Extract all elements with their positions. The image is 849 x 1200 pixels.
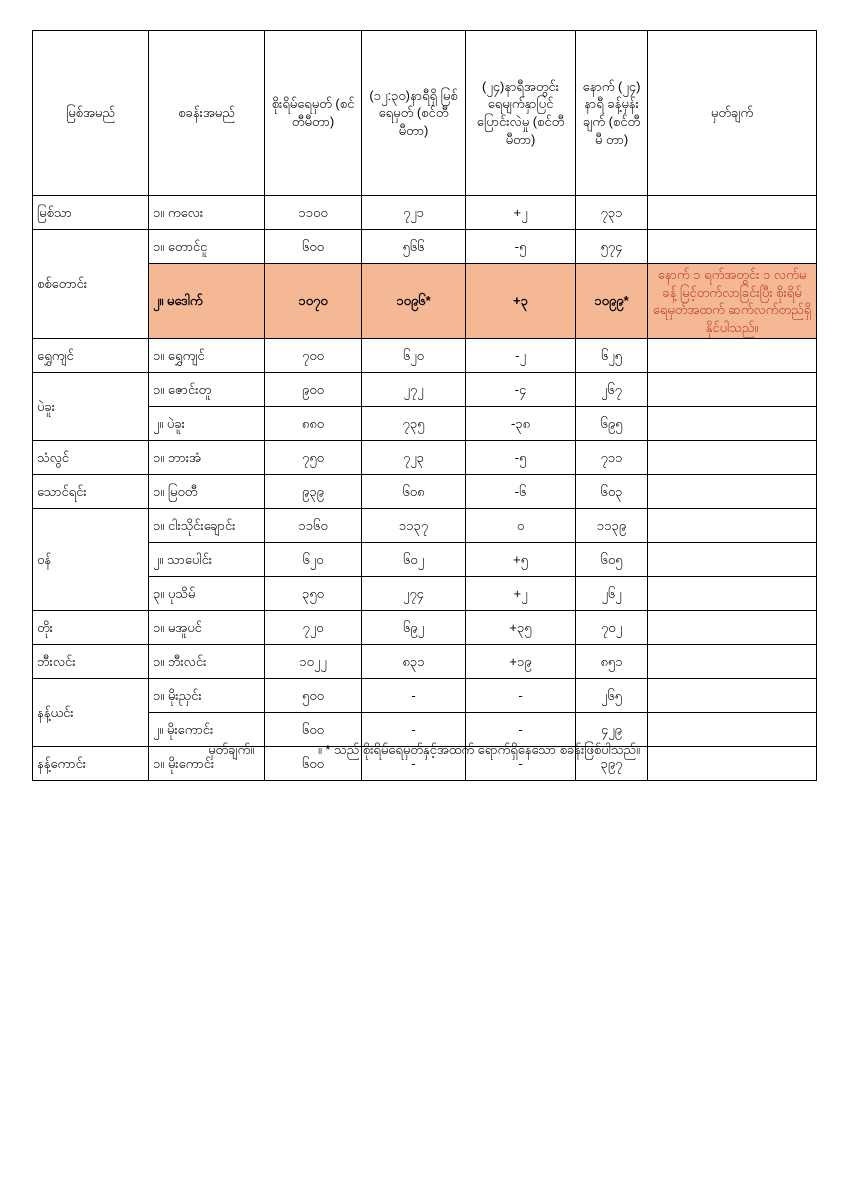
cell-change-24h: +၅ (466, 543, 576, 577)
cell-forecast-24h: ၅၇၄ (576, 230, 648, 264)
cell-water-level: ၆၂၀ (362, 339, 466, 373)
cell-river-name: ရွှေကျင် (33, 339, 149, 373)
cell-change-24h: ၀ (466, 509, 576, 543)
cell-change-24h: -၆ (466, 475, 576, 509)
cell-change-24h: -၂ (466, 339, 576, 373)
cell-station-name: ၂။ မိုးကောင်း (149, 713, 265, 747)
cell-danger-level: ၉၀၀ (265, 373, 362, 407)
table-row (33, 196, 817, 230)
column-header-remark: မှတ်ချက် (648, 31, 817, 196)
cell-change-24h: +၁၉ (466, 645, 576, 679)
cell-station-name: ၁။ မြဝတီ (149, 475, 265, 509)
cell-river-name: နန့်ကောင်း (33, 747, 149, 781)
cell-danger-level: ၇၅၀ (265, 441, 362, 475)
cell-danger-level: ၃၅၀ (265, 577, 362, 611)
cell-danger-level: ၇၀၀ (265, 339, 362, 373)
cell-remark (648, 196, 817, 230)
cell-river-name: သံလွင် (33, 441, 149, 475)
river-water-level-table-container (32, 30, 816, 781)
cell-danger-level: ၁၁၀၀ (265, 196, 362, 230)
cell-station-name: ၂။ သာပေါင်း (149, 543, 265, 577)
column-header-change-24h: (၂၄)နာရီအတွင်း ရေမျက်နှာပြင် ပြောင်းလဲမှု (စင်တီမီတာ) (466, 31, 576, 196)
cell-remark (648, 577, 817, 611)
table-row (33, 645, 817, 679)
cell-danger-level: ၆၀၀ (265, 713, 362, 747)
cell-water-level: ၇၃၅ (362, 407, 466, 441)
cell-change-24h: -၅ (466, 230, 576, 264)
cell-change-24h: +၃ (466, 264, 576, 339)
cell-station-name: ၂။ ပဲခူး (149, 407, 265, 441)
cell-change-24h: - (466, 679, 576, 713)
cell-danger-level: ၉၃၉ (265, 475, 362, 509)
cell-water-level: ၂၇၂ (362, 373, 466, 407)
cell-change-24h: -၅ (466, 441, 576, 475)
cell-station-name: ၁။ မိုးကောင်း (149, 747, 265, 781)
cell-change-24h: +၂ (466, 577, 576, 611)
column-header-station-name: စခန်းအမည် (149, 31, 265, 196)
cell-water-level: ၁၁၃၇ (362, 509, 466, 543)
cell-forecast-24h: ၂၆၇ (576, 373, 648, 407)
footnote (32, 742, 816, 761)
table-row (33, 475, 817, 509)
table-row (33, 230, 817, 264)
cell-river-name: ဝန် (33, 509, 149, 611)
cell-water-level: ၈၃၁ (362, 645, 466, 679)
cell-danger-level: ၆၂၀ (265, 543, 362, 577)
cell-water-level: ၇၂၃ (362, 441, 466, 475)
table-row (33, 373, 817, 407)
cell-remark (648, 475, 817, 509)
cell-forecast-24h: ၂၆၅ (576, 679, 648, 713)
cell-station-name: ၃။ ပုသိမ် (149, 577, 265, 611)
cell-station-name: ၁။ ဘားအံ (149, 441, 265, 475)
cell-river-name: တိုး (33, 611, 149, 645)
cell-danger-level: ၈၈၀ (265, 407, 362, 441)
cell-water-level: ၆၀၂ (362, 543, 466, 577)
table-body (33, 196, 817, 781)
table-row (33, 407, 817, 441)
cell-change-24h: +၃၅ (466, 611, 576, 645)
cell-station-name: ၂။ မဒေါက် (149, 264, 265, 339)
cell-danger-level: ၆၀၀ (265, 230, 362, 264)
cell-forecast-24h: ၇၀၂ (576, 611, 648, 645)
cell-forecast-24h: ၁၀၉၉* (576, 264, 648, 339)
cell-station-name: ၁။ ငါးသိုင်းချောင်း (149, 509, 265, 543)
cell-remark (648, 509, 817, 543)
cell-river-name: သောင်ရင်း (33, 475, 149, 509)
cell-danger-level: ၁၀၇၀ (265, 264, 362, 339)
cell-forecast-24h: ၆၉၅ (576, 407, 648, 441)
cell-water-level: ၇၂၁ (362, 196, 466, 230)
cell-forecast-24h: ၇၃၁ (576, 196, 648, 230)
cell-danger-level: ၁၁၆၀ (265, 509, 362, 543)
column-header-danger-level: စိုးရိမ်ရေမှတ် (စင်တီမီတာ) (265, 31, 362, 196)
cell-remark (648, 611, 817, 645)
cell-change-24h: -၃၈ (466, 407, 576, 441)
cell-remark (648, 543, 817, 577)
cell-forecast-24h: ၇၁၁ (576, 441, 648, 475)
table-row (33, 264, 817, 339)
cell-water-level: ၂၇၄ (362, 577, 466, 611)
column-header-water-level: (၁၂:၃၀)နာရီရှိ မြစ်ရေမှတ် (စင်တီမီတာ) (362, 31, 466, 196)
cell-remark (648, 339, 817, 373)
cell-station-name: ၁။ ဇောင်းတူ (149, 373, 265, 407)
column-header-river-name: မြစ်အမည် (33, 31, 149, 196)
table-row (33, 577, 817, 611)
table-row (33, 679, 817, 713)
cell-station-name: ၁။ မအူပင် (149, 611, 265, 645)
cell-remark (648, 373, 817, 407)
cell-remark (648, 230, 817, 264)
cell-remark (648, 679, 817, 713)
cell-water-level: - (362, 713, 466, 747)
cell-change-24h: - (466, 747, 576, 781)
cell-station-name: ၁။ ရွှေကျင် (149, 339, 265, 373)
cell-river-name: ဘီးလင်း (33, 645, 149, 679)
cell-remark (648, 441, 817, 475)
cell-danger-level: ၁၀၂၂ (265, 645, 362, 679)
cell-river-name: မြစ်သာ (33, 196, 149, 230)
cell-station-name: ၁။ ဘီးလင်း (149, 645, 265, 679)
cell-water-level: ၁၀၉၆* (362, 264, 466, 339)
cell-water-level: - (362, 747, 466, 781)
column-header-forecast-24h: နောက် (၂၄) နာရီ ခန့်မှန်းချက် (စင်တီမီ တာ) (576, 31, 648, 196)
cell-change-24h: - (466, 713, 576, 747)
cell-station-name: ၁။ တောင်ငူ (149, 230, 265, 264)
cell-water-level: ၆၉၂ (362, 611, 466, 645)
river-water-level-table (32, 30, 817, 781)
cell-change-24h: -၄ (466, 373, 576, 407)
cell-danger-level: ၆၀၀ (265, 747, 362, 781)
cell-water-level: ၅၆၆ (362, 230, 466, 264)
cell-danger-level: ၇၂၀ (265, 611, 362, 645)
cell-forecast-24h: ၆၂၅ (576, 339, 648, 373)
cell-forecast-24h: ၁၁၃၉ (576, 509, 648, 543)
cell-station-name: ၁။ မိုးညှင်း (149, 679, 265, 713)
table-row (33, 611, 817, 645)
footnote-label: မှတ်ချက်။ (208, 742, 255, 757)
cell-remark (648, 645, 817, 679)
cell-river-name: စစ်တောင်း (33, 230, 149, 339)
cell-river-name: ပဲခူး (33, 373, 149, 441)
cell-forecast-24h: ၆၀၃ (576, 475, 648, 509)
cell-water-level: ၆၀၈ (362, 475, 466, 509)
cell-forecast-24h: ၆၀၅ (576, 543, 648, 577)
table-header-row (33, 31, 817, 196)
cell-remark: နောက် ၁ ရက်အတွင်း ၁ လက်မခန့် မြင့်တက်လာခြင်းပြီး စိုးရိမ်ရေမှတ်အထက် ဆက်လက်တည်ရှိနိုင်ပါသည်။ (648, 264, 817, 339)
cell-forecast-24h: ၃၉၇ (576, 747, 648, 781)
table-row (33, 509, 817, 543)
table-header (33, 31, 817, 196)
cell-forecast-24h: ၄၂၉ (576, 713, 648, 747)
cell-remark (648, 407, 817, 441)
table-row (33, 339, 817, 373)
cell-station-name: ၁။ ကလေး (149, 196, 265, 230)
cell-change-24h: +၂ (466, 196, 576, 230)
cell-danger-level: ၅၀၀ (265, 679, 362, 713)
table-row (33, 441, 817, 475)
cell-forecast-24h: ၈၅၁ (576, 645, 648, 679)
cell-forecast-24h: ၂၆၂ (576, 577, 648, 611)
footnote-text: ။ * သည် စိုးရိမ်ရေမှတ်နှင့်အထက် ရောက်ရှိနေသော စခန်းဖြစ်ပါသည်။ (317, 742, 640, 757)
table-row (33, 543, 817, 577)
cell-water-level: - (362, 679, 466, 713)
cell-river-name: နန့်ယင်း (33, 679, 149, 747)
